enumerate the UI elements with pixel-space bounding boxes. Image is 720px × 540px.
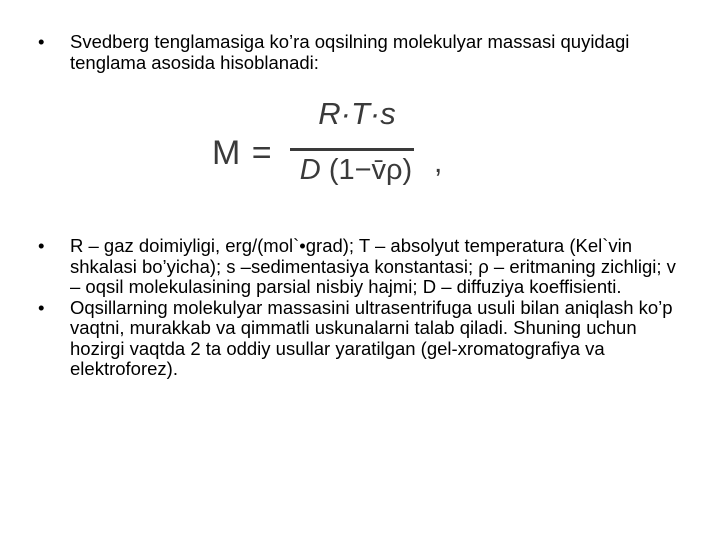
definition-item <box>38 298 688 380</box>
definition-item <box>38 236 688 298</box>
intro-paragraph <box>38 32 688 73</box>
definitions-list <box>38 236 688 380</box>
intro-text: Svedberg tenglamasiga ko’ra oqsilning molekulyar massasi quyidagi tenglama asosida hisoblanadi: <box>70 31 630 73</box>
bullet-marker: • <box>38 296 45 318</box>
formula-fraction-bar <box>290 148 414 151</box>
intro-bullet-item <box>38 32 688 73</box>
bullet-marker: • <box>38 31 45 52</box>
formula-denominator-rest: (1−v̄ρ) <box>328 154 413 186</box>
definition-text: Oqsillarning molekulyar massasini ultrasentrifuga usuli bilan aniqlash ko’p vaqtni, murakkab va qimmatli uskunalarni talab qiladi. Shuning uchun hozirgi vaqtda 2 ta oddiy usullar yaratilgan (gel-xromatografiya va elektroforez). <box>70 296 673 379</box>
formula-comma: , <box>434 146 443 179</box>
formula-numerator: R·T·s <box>318 96 396 131</box>
formula-denominator <box>286 154 426 187</box>
bullet-marker: • <box>38 235 45 256</box>
svedberg-formula <box>212 92 452 210</box>
definition-text: R – gaz doimiyligi, erg/(mol`•grad); T – absolyut temperatura (Kel`vin shkalasi bo’yicha); s –sedimentasiya konstantasi; ρ – eritmaning zichligi; v – oqsil molekulasining parsial nisbiy hajmi; D – diffuziya koeffisienti. <box>70 235 676 297</box>
formula-lhs: M = <box>212 134 273 172</box>
formula-denominator-d: D <box>299 154 321 186</box>
